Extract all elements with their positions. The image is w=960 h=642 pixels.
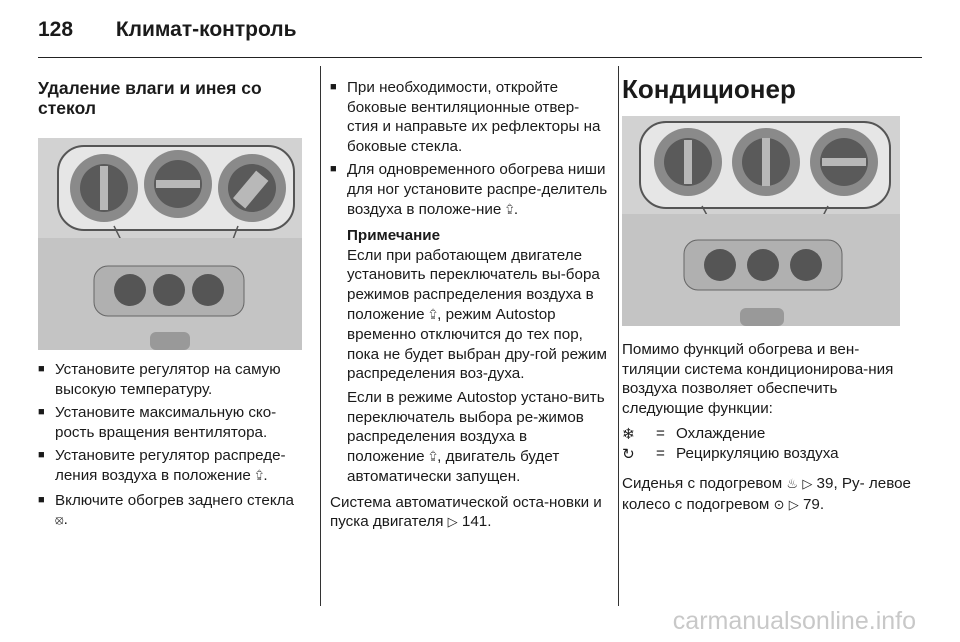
windshield-defrost-icon: ⮸	[428, 449, 438, 465]
recirculation-icon: ↻	[622, 445, 635, 464]
list-item: ■ Установите регулятор распреде-ления воздуха в положение ⮸.	[38, 446, 306, 486]
heated-seat-icon: ♨	[786, 477, 799, 493]
chapter-title: Климат-контроль	[115, 18, 297, 41]
column-defrost-continued	[330, 66, 608, 533]
reference-arrow-icon: ▷	[788, 497, 799, 513]
column-defrost	[38, 66, 306, 535]
ac-intro: Помимо функций обогрева и вен-тиляции система кондиционирова-ния воздуха позволяет обеспечить следующие функции:	[622, 341, 894, 417]
temperature-knob	[70, 154, 138, 222]
list-item: ■ Установите регулятор на самую высокую температуру.	[38, 360, 306, 399]
ac-controls-drawing	[622, 116, 900, 326]
column-divider	[618, 66, 619, 606]
reference-arrow-icon: ▷	[447, 515, 458, 531]
climate-control-drawing	[38, 138, 302, 350]
heated-features-reference: Сиденья с подогревом ♨ ▷ 39, Ру- левое колесо с подогревом ⊙ ▷ 79.	[622, 475, 912, 513]
note-paragraph: Если в режиме Autostop устано-вить переключатель выбора ре-жимов распределения воздуха в положение ⮸, двигатель будет автоматически запущен.	[347, 388, 605, 486]
note-block	[330, 226, 608, 487]
column-air-conditioning	[622, 66, 912, 516]
section-heading-air-conditioning: Кондиционер	[622, 74, 796, 104]
column-divider	[320, 66, 321, 606]
cooling-icon: ❄	[622, 425, 635, 444]
fan-knob	[732, 128, 800, 196]
defrost-steps	[38, 360, 306, 531]
air-distribution-knob	[218, 154, 286, 222]
list-item: ■ Для одновременного обогрева ниши для ног установите распре-делитель воздуха в положе-ние ⮸.	[330, 160, 608, 220]
ac-controls-illustration	[622, 116, 900, 326]
windshield-defrost-icon: ⮸	[428, 307, 438, 323]
cross-reference: Система автоматической оста-новки и пуска двигателя ▷ 141.	[330, 493, 602, 531]
list-item: ↻ = Рециркуляцию воздуха	[622, 445, 839, 464]
windshield-defrost-icon: ⮸	[255, 468, 264, 484]
temperature-knob	[654, 128, 722, 196]
list-item: ❄ = Охлаждение	[622, 425, 766, 444]
note-paragraph: Если при работающем двигателе установить переключатель вы-бора режимов распределения воздуха в положение ⮸, режим Autostop временно отключится до тех пор, пока не будет выбран дру-гой режим распределения воз-духа.	[347, 246, 607, 383]
defrost-steps-continued	[330, 78, 608, 220]
air-distribution-knob	[810, 128, 878, 196]
list-item: ■ При необходимости, откройте боковые вентиляционные отвер-стия и направьте их рефлекторы на боковые стекла.	[330, 78, 608, 156]
ac-functions-list	[622, 424, 912, 464]
note-title: Примечание	[347, 227, 441, 245]
rear-window-heat-icon: ⦻	[55, 513, 64, 529]
page-header	[38, 18, 297, 42]
windshield-footwell-icon: ⮸	[505, 202, 514, 218]
fan-knob	[144, 150, 212, 218]
section-heading-defrost: Удаление влаги и инея со стекол	[38, 78, 262, 118]
header-rule	[38, 57, 922, 58]
page-number: 128	[38, 18, 74, 41]
heated-steering-wheel-icon: ⊙	[773, 497, 785, 513]
reference-arrow-icon: ▷	[802, 477, 813, 493]
climate-control-illustration	[38, 138, 302, 350]
list-item: ■ Установите максимальную ско-рость вращения вентилятора.	[38, 403, 306, 442]
watermark: carmanualsonline.info	[672, 607, 916, 635]
list-item: ■ Включите обогрев заднего стекла ⦻.	[38, 491, 306, 531]
